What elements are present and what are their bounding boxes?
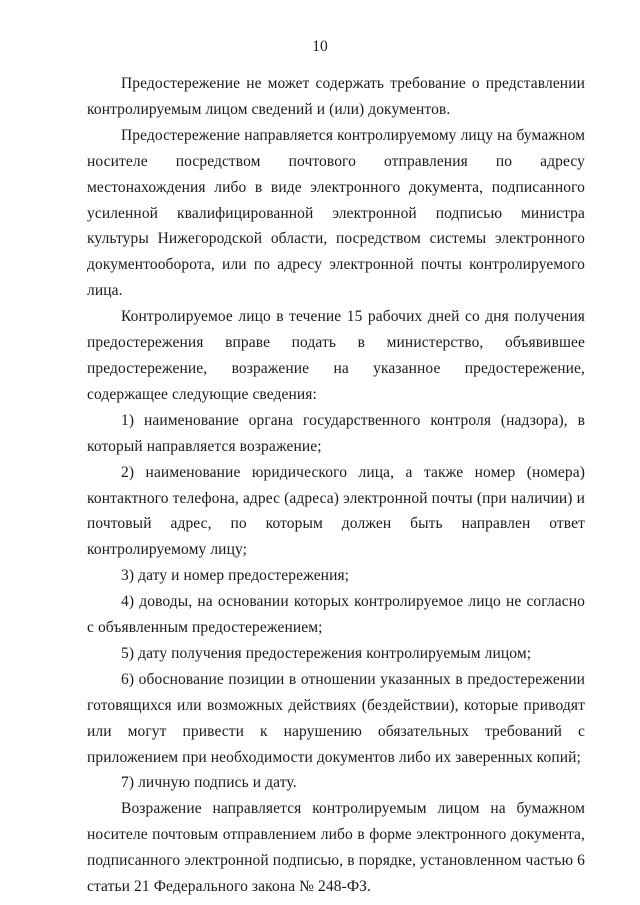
paragraph-warning-delivery: Предостережение направляется контролируемому лицу на бумажном носителе посредством почтового отправления по адресу местонахождения либо в виде электронного документа, подписанного усиленной квалифицированной электронной подписью министра культуры Нижегородской области, посредством системы электронного документооборота, или по адресу электронной почты контролируемого лица. <box>87 126 585 300</box>
list-item-6: 6) обоснование позиции в отношении указанных в предостережении готовящихся или возможных действиях (бездействии), которые приводят или могут привести к нарушению обязательных требований с приложением при необходимости документов либо их заверенных копий; <box>87 670 585 766</box>
list-item-7: 7) личную подпись и дату. <box>121 774 297 792</box>
list-item-2: 2) наименование юридического лица, а также номер (номера) контактного телефона, адрес (адреса) электронной почты (при наличии) и почтовый адрес, по которым должен быть направлен ответ контролируемому лицу; <box>87 463 585 559</box>
paragraph-objection-right: Контролируемое лицо в течение 15 рабочих дней со дня получения предостережения вправе подать в министерство, объявившее предостережение, возражение на указанное предостережение, содержащее следующие сведения: <box>87 308 585 403</box>
document-body <box>87 71 585 900</box>
list-item-1: 1) наименование органа государственного контроля (надзора), в который направляется возражение; <box>87 411 585 455</box>
list-item-3: 3) дату и номер предостережения; <box>121 567 350 585</box>
paragraph-objection-delivery: Возражение направляется контролируемым лицом на бумажном носителе почтовым отправлением либо в форме электронного документа, подписанного электронной подписью, в порядке, установленном частью 6 статьи 21 Федерального закона № 248-ФЗ. <box>87 800 585 896</box>
list-item-5: 5) дату получения предостережения контролируемым лицом; <box>121 644 532 662</box>
list-item-4: 4) доводы, на основании которых контролируемое лицо не согласно с объявленным предостережением; <box>87 593 585 637</box>
paragraph-warning-content: Предостережение не может содержать требование о представлении контролируемым лицом сведений и (или) документов. <box>87 75 585 118</box>
page-number: 10 <box>312 38 328 55</box>
